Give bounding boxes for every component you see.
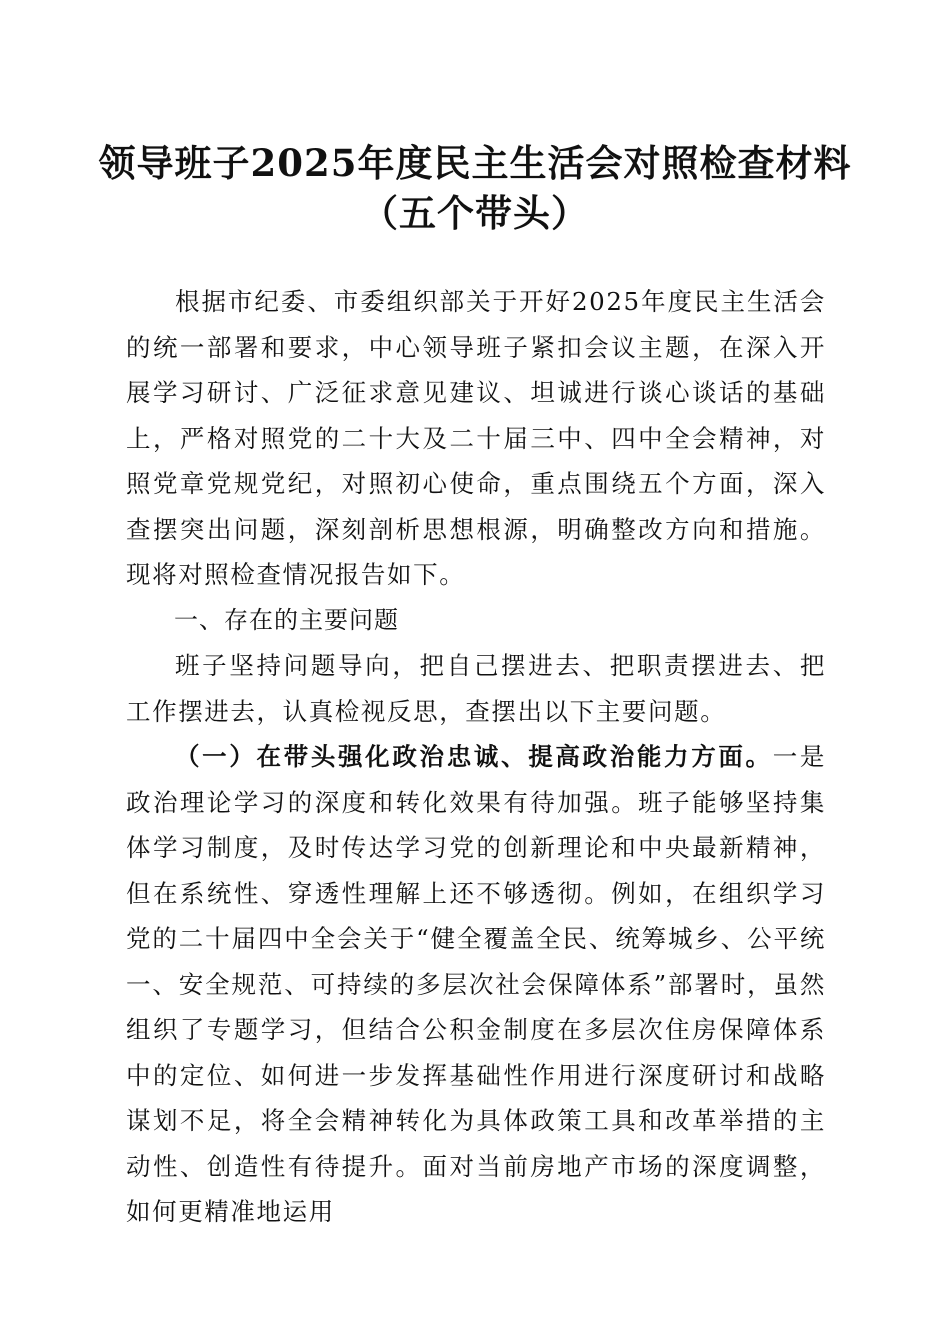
title-line-1: 领导班子2025年度民主生活会对照检查材料 (98, 141, 852, 185)
document-title (80, 138, 870, 238)
subsection-paragraph (126, 734, 826, 1235)
section-intro-paragraph: 班子坚持问题导向，把自己摆进去、把职责摆进去、把工作摆进去，认真检视反思，查摆出以下主要问题。 (126, 651, 826, 726)
title-line-2: （五个带头） (361, 191, 589, 235)
document-body (126, 279, 826, 1235)
subsection-text: 一是政治理论学习的深度和转化效果有待加强。班子能够坚持集体学习制度，及时传达学习党的创新理论和中央最新精神，但在系统性、穿透性理解上还不够透彻。例如，在组织学习党的二十届四中全会关于“健全覆盖全民、统筹城乡、公平统一、安全规范、可持续的多层次社会保障体系”部署时，虽然组织了专题学习，但结合公积金制度在多层次住房保障体系中的定位、如何进一步发挥基础性作用进行深度研讨和战略谋划不足，将全会精神转化为具体政策工具和改革举措的主动性、创造性有待提升。面对当前房地产市场的深度调整，如何更精准地运用 (126, 742, 827, 1226)
section-heading: 一、存在的主要问题 (174, 605, 399, 634)
subsection-lead: （一）在带头强化政治忠诚、提高政治能力方面。 (175, 742, 773, 771)
intro-paragraph: 根据市纪委、市委组织部关于开好2025年度民主生活会的统一部署和要求，中心领导班子紧扣会议主题，在深入开展学习研讨、广泛征求意见建议、坦诚进行谈心谈话的基础上，严格对照党的二十大及二十届三中、四中全会精神，对照党章党规党纪，对照初心使命，重点围绕五个方面，深入查摆突出问题，深刻剖析思想根源，明确整改方向和措施。现将对照检查情况报告如下。 (126, 287, 826, 589)
